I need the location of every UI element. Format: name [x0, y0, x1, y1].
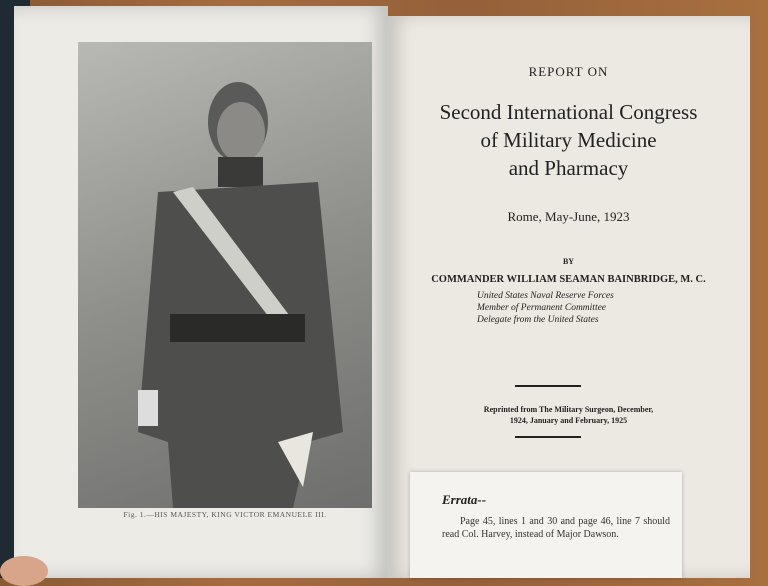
- author-roles: [477, 290, 614, 326]
- title-line: of Military Medicine: [480, 128, 657, 152]
- author: COMMANDER WILLIAM SEAMAN BAINBRIDGE, M. C.: [431, 274, 706, 285]
- errata-slip: [410, 472, 682, 578]
- title: [387, 98, 750, 182]
- by-label: BY: [562, 257, 575, 266]
- role: United States Naval Reserve Forces: [477, 291, 614, 301]
- report-heading: REPORT ON: [528, 64, 609, 79]
- place-date: Rome, May-June, 1923: [507, 209, 630, 224]
- reprint-line: Reprinted from The Military Surgeon, December,: [483, 405, 654, 414]
- role: Delegate from the United States: [477, 315, 599, 325]
- divider: [515, 385, 581, 387]
- portrait-photo: [78, 42, 372, 508]
- reprint-line: 1924, January and February, 1925: [509, 416, 628, 425]
- reprint-note: [387, 404, 750, 426]
- errata-body: Page 45, lines 1 and 30 and page 46, line 7 should read Col. Harvey, instead of Major Dawson.: [442, 516, 670, 540]
- title-line: and Pharmacy: [508, 156, 629, 180]
- errata-heading: Errata--: [442, 492, 487, 507]
- role: Member of Permanent Committee: [477, 303, 607, 313]
- finger: [0, 556, 48, 586]
- photo-caption: Fig. 1.—HIS MAJESTY, KING VICTOR EMANUELE III.: [123, 510, 327, 519]
- title-line: Second International Congress: [439, 100, 698, 124]
- divider: [515, 436, 581, 438]
